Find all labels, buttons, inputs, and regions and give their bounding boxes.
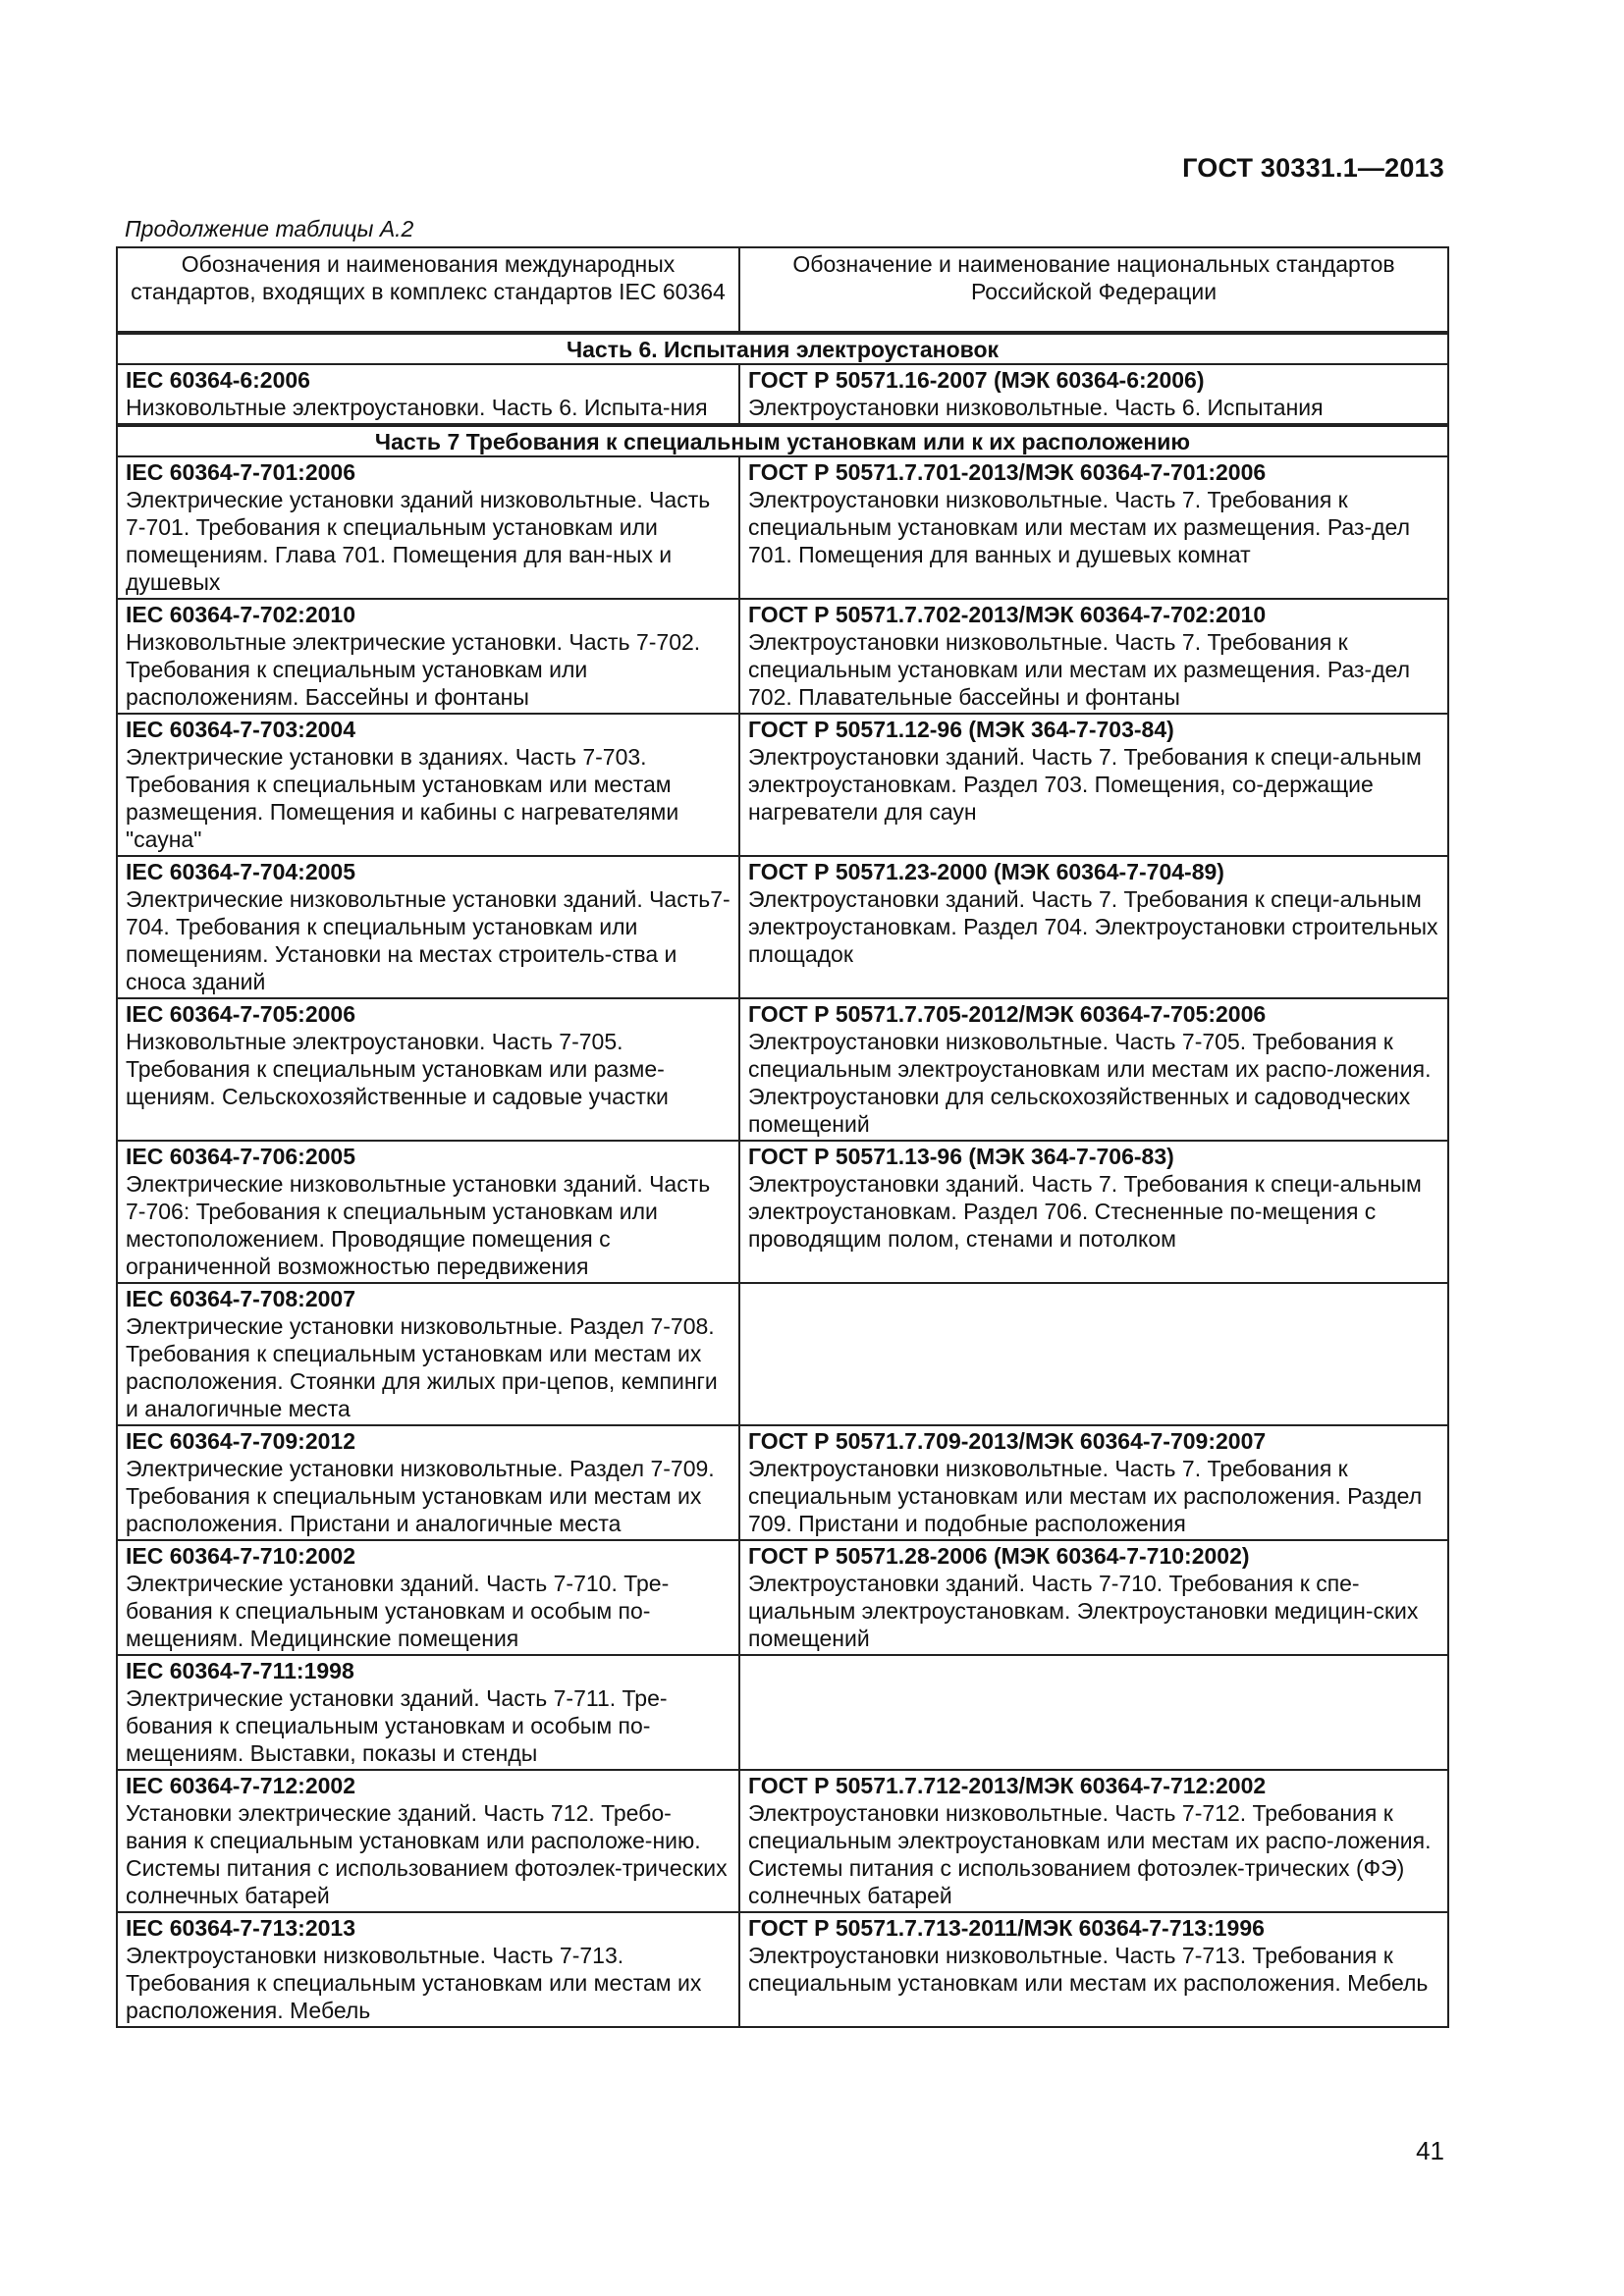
section-row xyxy=(117,425,1448,456)
gost-title: Электроустановки низковольтные. Часть 7-713. Требования к специальным установкам или местам их расположения. Мебель xyxy=(748,1943,1429,1996)
section-title: Часть 6. Испытания электроустановок xyxy=(117,333,1448,364)
table-row xyxy=(117,1283,1448,1425)
column-header-gost: Обозначение и наименование национальных стандартов Российской Федерации xyxy=(739,247,1448,333)
table-row xyxy=(117,1141,1448,1283)
gost-standard-cell xyxy=(739,998,1448,1141)
gost-standard-cell xyxy=(739,1283,1448,1425)
gost-code: ГОСТ Р 50571.16-2007 (МЭК 60364-6:2006) xyxy=(748,367,1205,393)
iec-title: Электрические низковольтные установки зданий. Часть 7-706: Требования к специальным установкам или местоположением. Проводящие помещения с ограниченной возможностью передвижения xyxy=(126,1171,711,1279)
iec-title: Электрические низковольтные установки зданий. Часть7-704. Требования к специальным установкам или помещениям. Установки на местах строитель-ства и сноса зданий xyxy=(126,886,731,994)
table-row xyxy=(117,1425,1448,1540)
iec-code: IEC 60364-7-705:2006 xyxy=(126,1001,355,1027)
gost-standard-cell xyxy=(739,1912,1448,2027)
table-row xyxy=(117,1912,1448,2027)
gost-title: Электроустановки зданий. Часть 7. Требования к специ-альным электроустановкам. Раздел 706. Стесненные по-мещения с проводящим полом, стенами и потолком xyxy=(748,1171,1422,1252)
iec-standard-cell xyxy=(117,1912,739,2027)
iec-standard-cell xyxy=(117,1655,739,1770)
gost-standard-cell xyxy=(739,1655,1448,1770)
gost-title: Электроустановки низковольтные. Часть 7. Требования к специальным установкам или местам их размещения. Раз-дел 701. Помещения для ванных и душевых комнат xyxy=(748,487,1410,567)
iec-code: IEC 60364-7-712:2002 xyxy=(126,1773,355,1798)
gost-standard-cell xyxy=(739,1425,1448,1540)
iec-title: Электрические установки зданий. Часть 7-710. Тре-бования к специальным установкам и особым по-мещениям. Медицинские помещения xyxy=(126,1571,670,1651)
gost-standard-cell xyxy=(739,456,1448,599)
gost-standard-cell xyxy=(739,714,1448,856)
iec-title: Низковольтные электрические установки. Часть 7-702. Требования к специальным установкам или расположениям. Бассейны и фонтаны xyxy=(126,629,701,710)
iec-title: Электрические установки зданий. Часть 7-711. Тре-бования к специальным установкам и особым по-мещениям. Выставки, показы и стенды xyxy=(126,1685,668,1766)
table-row xyxy=(117,456,1448,599)
column-header-iec: Обозначения и наименования международных стандартов, входящих в комплекс стандартов IEC 60364 xyxy=(117,247,739,333)
iec-standard-cell xyxy=(117,1425,739,1540)
section-title: Часть 7 Требования к специальным установкам или к их расположению xyxy=(117,425,1448,456)
gost-code: ГОСТ Р 50571.28-2006 (МЭК 60364-7-710:2002) xyxy=(748,1543,1250,1569)
iec-standard-cell xyxy=(117,1283,739,1425)
gost-title: Электроустановки низковольтные. Часть 7. Требования к специальным установкам или местам их расположения. Раздел 709. Пристани и подобные расположения xyxy=(748,1456,1423,1536)
iec-code: IEC 60364-7-708:2007 xyxy=(126,1286,355,1311)
iec-code: IEC 60364-7-711:1998 xyxy=(126,1658,354,1683)
iec-standard-cell xyxy=(117,599,739,714)
iec-standard-cell xyxy=(117,364,739,425)
gost-title: Электроустановки низковольтные. Часть 7. Требования к специальным установкам или местам их размещения. Раз-дел 702. Плавательные бассейны и фонтаны xyxy=(748,629,1410,710)
gost-title: Электроустановки зданий. Часть 7. Требования к специ-альным электроустановкам. Раздел 703. Помещения, со-держащие нагреватели для саун xyxy=(748,744,1422,825)
iec-code: IEC 60364-7-706:2005 xyxy=(126,1144,355,1169)
iec-standard-cell xyxy=(117,856,739,998)
iec-standard-cell xyxy=(117,1770,739,1912)
table-caption: Продолжение таблицы А.2 xyxy=(125,216,414,241)
table-row xyxy=(117,998,1448,1141)
iec-code: IEC 60364-7-713:2013 xyxy=(126,1915,355,1941)
gost-code: ГОСТ Р 50571.7.709-2013/МЭК 60364-7-709:2007 xyxy=(748,1428,1267,1454)
iec-title: Низковольтные электроустановки. Часть 7-705. Требования к специальным установкам или разме-щениям. Сельскохозяйственные и садовые участки xyxy=(126,1029,669,1109)
gost-standard-cell xyxy=(739,856,1448,998)
iec-title: Электрические установки низковольтные. Раздел 7-709. Требования к специальным установкам или местам их расположения. Пристани и аналогичные места xyxy=(126,1456,715,1536)
document-code: ГОСТ 30331.1—2013 xyxy=(1182,153,1444,183)
gost-code: ГОСТ Р 50571.7.713-2011/МЭК 60364-7-713:1996 xyxy=(748,1915,1265,1941)
gost-code: ГОСТ Р 50571.7.701-2013/МЭК 60364-7-701:2006 xyxy=(748,459,1267,485)
gost-title: Электроустановки зданий. Часть 7. Требования к специ-альным электроустановкам. Раздел 704. Электроустановки строительных площадок xyxy=(748,886,1438,967)
iec-standard-cell xyxy=(117,714,739,856)
iec-code: IEC 60364-7-701:2006 xyxy=(126,459,355,485)
iec-code: IEC 60364-7-709:2012 xyxy=(126,1428,355,1454)
iec-standard-cell xyxy=(117,998,739,1141)
iec-standard-cell xyxy=(117,1141,739,1283)
iec-code: IEC 60364-7-702:2010 xyxy=(126,602,355,627)
iec-title: Электрические установки низковольтные. Раздел 7-708. Требования к специальным установкам или местам их расположения. Стоянки для жилых при-цепов, кемпинги и аналогичные места xyxy=(126,1313,718,1421)
iec-code: IEC 60364-7-703:2004 xyxy=(126,717,355,742)
gost-standard-cell xyxy=(739,364,1448,425)
standards-table xyxy=(116,246,1449,2028)
gost-code: ГОСТ Р 50571.7.702-2013/МЭК 60364-7-702:2010 xyxy=(748,602,1267,627)
gost-code: ГОСТ Р 50571.7.705-2012/МЭК 60364-7-705:2006 xyxy=(748,1001,1267,1027)
gost-code: ГОСТ Р 50571.12-96 (МЭК 364-7-703-84) xyxy=(748,717,1174,742)
iec-code: IEC 60364-7-710:2002 xyxy=(126,1543,355,1569)
gost-title: Электроустановки низковольтные. Часть 6. Испытания xyxy=(748,395,1324,420)
iec-code: IEC 60364-6:2006 xyxy=(126,367,310,393)
iec-code: IEC 60364-7-704:2005 xyxy=(126,859,355,884)
table-row xyxy=(117,1655,1448,1770)
gost-code: ГОСТ Р 50571.23-2000 (МЭК 60364-7-704-89) xyxy=(748,859,1224,884)
gost-title: Электроустановки низковольтные. Часть 7-712. Требования к специальным электроустановкам или местам их распо-ложения. Системы питания с использованием фотоэлек-трических (ФЭ) солнечных батарей xyxy=(748,1800,1432,1908)
iec-title: Электрические установки в зданиях. Часть 7-703. Требования к специальным установкам или местам размещения. Помещения и кабины с нагревателями "сауна" xyxy=(126,744,679,852)
page-number: 41 xyxy=(1416,2136,1444,2165)
table-header-row xyxy=(117,247,1448,333)
table-row xyxy=(117,856,1448,998)
gost-code: ГОСТ Р 50571.13-96 (МЭК 364-7-706-83) xyxy=(748,1144,1174,1169)
gost-title: Электроустановки зданий. Часть 7-710. Требования к спе-циальным электроустановкам. Электроустановки медицин-ских помещений xyxy=(748,1571,1419,1651)
gost-standard-cell xyxy=(739,1141,1448,1283)
gost-standard-cell xyxy=(739,599,1448,714)
table-row xyxy=(117,364,1448,425)
gost-code: ГОСТ Р 50571.7.712-2013/МЭК 60364-7-712:2002 xyxy=(748,1773,1267,1798)
table-row xyxy=(117,1770,1448,1912)
iec-standard-cell xyxy=(117,1540,739,1655)
iec-standard-cell xyxy=(117,456,739,599)
iec-title: Электрические установки зданий низковольтные. Часть 7-701. Требования к специальным установкам или помещениям. Глава 701. Помещения для ван-ных и душевых xyxy=(126,487,711,595)
section-row xyxy=(117,333,1448,364)
table-row xyxy=(117,714,1448,856)
iec-title: Низковольтные электроустановки. Часть 6. Испыта-ния xyxy=(126,395,708,420)
gost-standard-cell xyxy=(739,1540,1448,1655)
gost-title: Электроустановки низковольтные. Часть 7-705. Требования к специальным электроустановкам или местам их распо-ложения. Электроустановки для сельскохозяйственных и садоводческих помещений xyxy=(748,1029,1432,1137)
iec-title: Электроустановки низковольтные. Часть 7-713. Требования к специальным установкам или местам их расположения. Мебель xyxy=(126,1943,702,2023)
iec-title: Установки электрические зданий. Часть 712. Требо-вания к специальным установкам или расположе-нию. Системы питания с использованием фотоэлек-трических солнечных батарей xyxy=(126,1800,728,1908)
table-row xyxy=(117,599,1448,714)
table-row xyxy=(117,1540,1448,1655)
gost-standard-cell xyxy=(739,1770,1448,1912)
